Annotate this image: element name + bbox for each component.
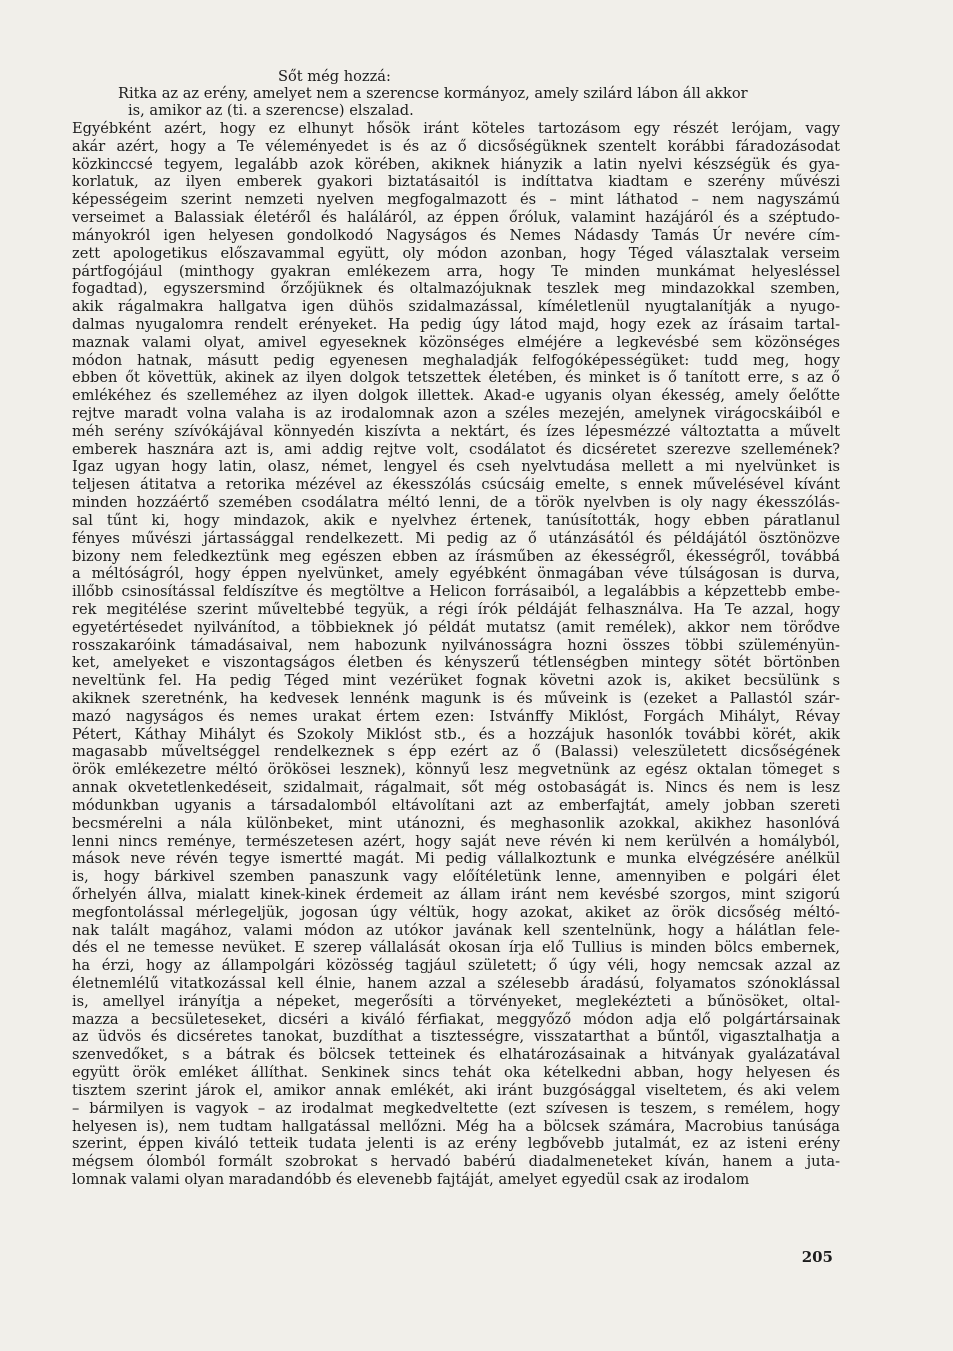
text-line: korlatuk, az ilyen emberek gyakori biztatásaitól is indíttatva kiadtam e szerény művészi <box>72 173 840 191</box>
text-line: mazó nagyságos és nemes urakat értem ezen: Istvánffy Miklóst, Forgách Mihályt, Révay <box>72 707 840 725</box>
text-line: maznak valami olyat, amivel egyeseknek közönséges elméjére a legkevésbé sem közönséges <box>72 333 840 351</box>
text-line: méh serény szívókájával könnyedén kiszívta a nektárt, és ízes lépesmézzé változtatta a művelt <box>72 422 840 440</box>
text-line: annak okvetetlenkedéseit, szidalmait, rágalmait, sőt még ostobaságát is. Nincs és nem is lesz <box>72 779 840 797</box>
text-line: emlékéhez és szelleméhez az ilyen dolgok illettek. Akad-e ugyanis olyan ékesség, amely őelőtte <box>72 387 840 405</box>
text-line: zett apologetikus előszavammal együtt, oly módon azonban, hogy Téged választalak verseim <box>72 244 840 262</box>
text-line: örök emlékezetre méltó örökösei lesznek), könnyű lesz megvetnünk az egész oktalan tömeget s <box>72 761 840 779</box>
text-line: az üdvös és dicséretes tanokat, buzdíthat a tisztességre, visszatarthat a bűntől, vigasztalhatja a <box>72 1028 840 1046</box>
text-line: ebben őt követtük, akinek az ilyen dolgok tetszettek életében, és minket is ő tanított erre, s az ő <box>72 369 840 387</box>
text-line: közkinccsé tegyem, legalább azok körében, akiknek hiányzik a latin nyelvi készségük és gya- <box>72 155 840 173</box>
intro-block <box>118 68 838 119</box>
text-line: szerint, éppen kiváló tetteik tudata jelenti is az erény legbővebb jutalmát, ez az isteni erény <box>72 1135 840 1153</box>
text-line: mások neve révén tegye ismertté magát. Mi pedig vállalkoztunk e munka elvégzésére anélkül <box>72 850 840 868</box>
text-line: rejtve maradt volna valaha is az irodalomnak azon a széles mezején, amelynek virágocskáiból e <box>72 405 840 422</box>
text-line: bizony nem feledkeztünk meg egészen ebben az írásműben az ékességről, ékességről, továbbá <box>72 547 840 565</box>
text-line: neveltünk fel. Ha pedig Téged mint vezérüket fognak követni azok is, akiket becsülünk s <box>72 672 840 690</box>
page-number: 205 <box>801 1248 833 1266</box>
text-line: Egyébként azért, hogy ez elhunyt hősök iránt köteles tartozásom egy részét lerójam, vagy <box>72 120 840 137</box>
text-line: is, hogy bárkivel szemben panaszunk vagy előítéletünk lenne, amennyiben e polgári élet <box>72 868 840 886</box>
text-line: rosszakaróink támadásaival, nem habozunk nyilvánosságra hozni összes többi szüleményün- <box>72 636 840 654</box>
text-line: fogadtad), egyszersmind őrzőjüknek és oltalmazójuknak teszlek meg mindazokkal szemben, <box>72 280 840 298</box>
verse-line-2: is, amikor az (ti. a szerencse) elszalad. <box>128 102 414 119</box>
text-line: Pétert, Káthay Mihályt és Szokoly Miklóst stb., és a hozzájuk hasonlók további körét, akik <box>72 725 840 743</box>
text-line: módon hatnak, másutt pedig egyenesen meghaladják felfogóképességüket: tudd meg, hogy <box>72 351 840 369</box>
text-line: dés el ne temesse nevüket. E szerep vállalását okosan írja elő Tullius is minden bölcs embernek, <box>72 939 840 957</box>
text-line: őrhelyén állva, mialatt kinek-kinek érdemeit az állam iránt nem kevésbé szorgos, mint szigorú <box>72 885 840 903</box>
text-line: verseimet a Balassiak életéről és haláláról, az éppen őróluk, valamint hazájáról és a széptudo- <box>72 209 840 227</box>
text-line: magasabb műveltséggel rendelkeznek s épp ezért az ő (Balassi) veleszületett dicsőségének <box>72 743 840 761</box>
text-line: módunkban ugyanis a társadalomból eltávolítani azt az emberfajtát, amely jobban szereti <box>72 796 840 814</box>
text-line: lomnak valami olyan maradandóbb és elevenebb fajtáját, amelyet egyedül csak az irodalom <box>72 1170 750 1188</box>
text-line: együtt örök emléket állíthat. Senkinek sincs tehát oka kételkedni abban, hogy helyesen és <box>72 1064 840 1082</box>
text-line: helyesen is), nem tudtam hallgatással mellőzni. Még ha a bölcsek számára, Macrobius tanúsága <box>72 1117 840 1135</box>
text-line: képességeim szerint nemzeti nyelven megfogalmazott és – mint láthatod – nem nagyszámú <box>72 191 840 209</box>
text-line: sal tűnt ki, hogy mindazok, akik e nyelvhez értenek, tanúsították, hogy ebben páratlanul <box>72 511 840 529</box>
text-line: akik rágalmakra hallgatva igen dühös szidalmazással, kíméletlenül nyugtalanítják a nyugo- <box>72 298 840 316</box>
text-line: mazza a becsületeseket, dicséri a kiváló férfiakat, meggyőző módon adja elő polgártársainak <box>72 1010 840 1028</box>
text-line: életnemlélű vitatkozással kell élnie, hanem azzal a szélesebb áradású, folyamatos szónoklással <box>72 975 840 992</box>
text-line: teljesen átitatva a retorika mézével az ékesszólás csúcsáig emelte, s ennek művelésével kívánt <box>72 476 840 494</box>
verse-line-1: Ritka az az erény, amelyet nem a szerencse kormányoz, amely szilárd lábon áll akkor <box>118 85 748 102</box>
text-line: Igaz ugyan hogy latin, olasz, német, lengyel és cseh nyelvtudása mellett a mi nyelvünket is <box>72 458 840 476</box>
text-line: illőbb csinosítással feldíszítve és megtöltve a Helicon forrásaiból, a legalábbis a képzettebb embe- <box>72 583 840 601</box>
text-line: minden hozzáértő szemében csodálatra méltó lenni, de a török nyelvben is oly nagy ékesszólás- <box>72 494 840 512</box>
text-line: ha érzi, hogy az állampolgári közösség tagjául született; ő úgy véli, hogy nemcsak azzal az <box>72 957 840 975</box>
intro-heading: Sőt még hozzá: <box>278 68 391 85</box>
text-line: akiknek szeretnénk, ha kedvesek lennénk magunk is és műveink is (ezeket a Pallastól szár- <box>72 690 840 707</box>
text-line: mányokról igen helyesen gondolkodó Nagyságos és Nemes Nádasdy Tamás Úr nevére cím- <box>72 226 840 244</box>
text-line: szenvedőket, s a bátrak és bölcsek tetteinek és elhatározásainak a hitványak gyalázatával <box>72 1046 840 1064</box>
text-line: megfontolással mérlegeljük, jogosan úgy véltük, hogy azokat, akiket az örök dicsőség méltó- <box>72 903 840 921</box>
text-line: becsmérelni a nála különbeket, mint utánozni, és meghasonlik azokkal, akikhez hasonlóvá <box>72 814 840 832</box>
body-paragraph <box>72 120 840 1189</box>
text-line: dalmas nyugalomra rendelt erényeket. Ha pedig úgy látod majd, hogy ezek az írásaim tartal- <box>72 315 840 333</box>
text-line: emberek hasznára azt is, ami addig rejtve volt, csodálatot és dicséretet szerezve szellemének? <box>72 440 840 458</box>
text-line: pártfogójául (minthogy gyakran emlékezem arra, hogy Te minden munkámat helyesléssel <box>72 262 840 280</box>
text-line: ket, amelyeket e viszontagságos életben és kényszerű tétlenségben mintegy sötét börtönben <box>72 654 840 672</box>
text-line: mégsem ólomból formált szobrokat s hervadó babérú diadalmeneteket kíván, hanem a juta- <box>72 1153 840 1171</box>
text-line: – bármilyen is vagyok – az irodalmat megkedveltette (ezt szívesen is teszem, s remélem, hogy <box>72 1099 840 1117</box>
text-line: is, amellyel irányítja a népeket, megerősíti a törvényeket, meglekézteti a bűnösöket, oltal- <box>72 992 840 1010</box>
text-line: fényes művészi jártassággal rendelkezett. Mi pedig az ő utánzásától és példájától ösztönözve <box>72 529 840 547</box>
text-line: rek megitélése szerint műveltebbé tegyük, a régi írók példáját felhasználva. Ha Te azzal, hogy <box>72 600 840 618</box>
text-line: nak talált magához, valami módon az utókor javának kell szentelnünk, hogy a hálátlan fele- <box>72 921 840 939</box>
text-line: lenni nincs reménye, természetesen azért, hogy saját neve révén ki nem kerülvén a homályból, <box>72 832 840 850</box>
text-line: a méltóságról, hogy éppen nyelvünket, amely egyébként önmagában véve túlságosan is durva, <box>72 565 840 583</box>
text-line: tisztem szerint járok el, amikor annak emlékét, aki iránt buzgósággal viseltetem, és aki velem <box>72 1081 840 1099</box>
text-line: egyetértésedet nyilvánítod, a többieknek jó példát mutatsz (amit remélek), akkor nem törődve <box>72 618 840 636</box>
text-line: akár azért, hogy a Te véleményedet is és az ő dicsőségüknek szentelt korábbi fáradozásodat <box>72 137 840 155</box>
